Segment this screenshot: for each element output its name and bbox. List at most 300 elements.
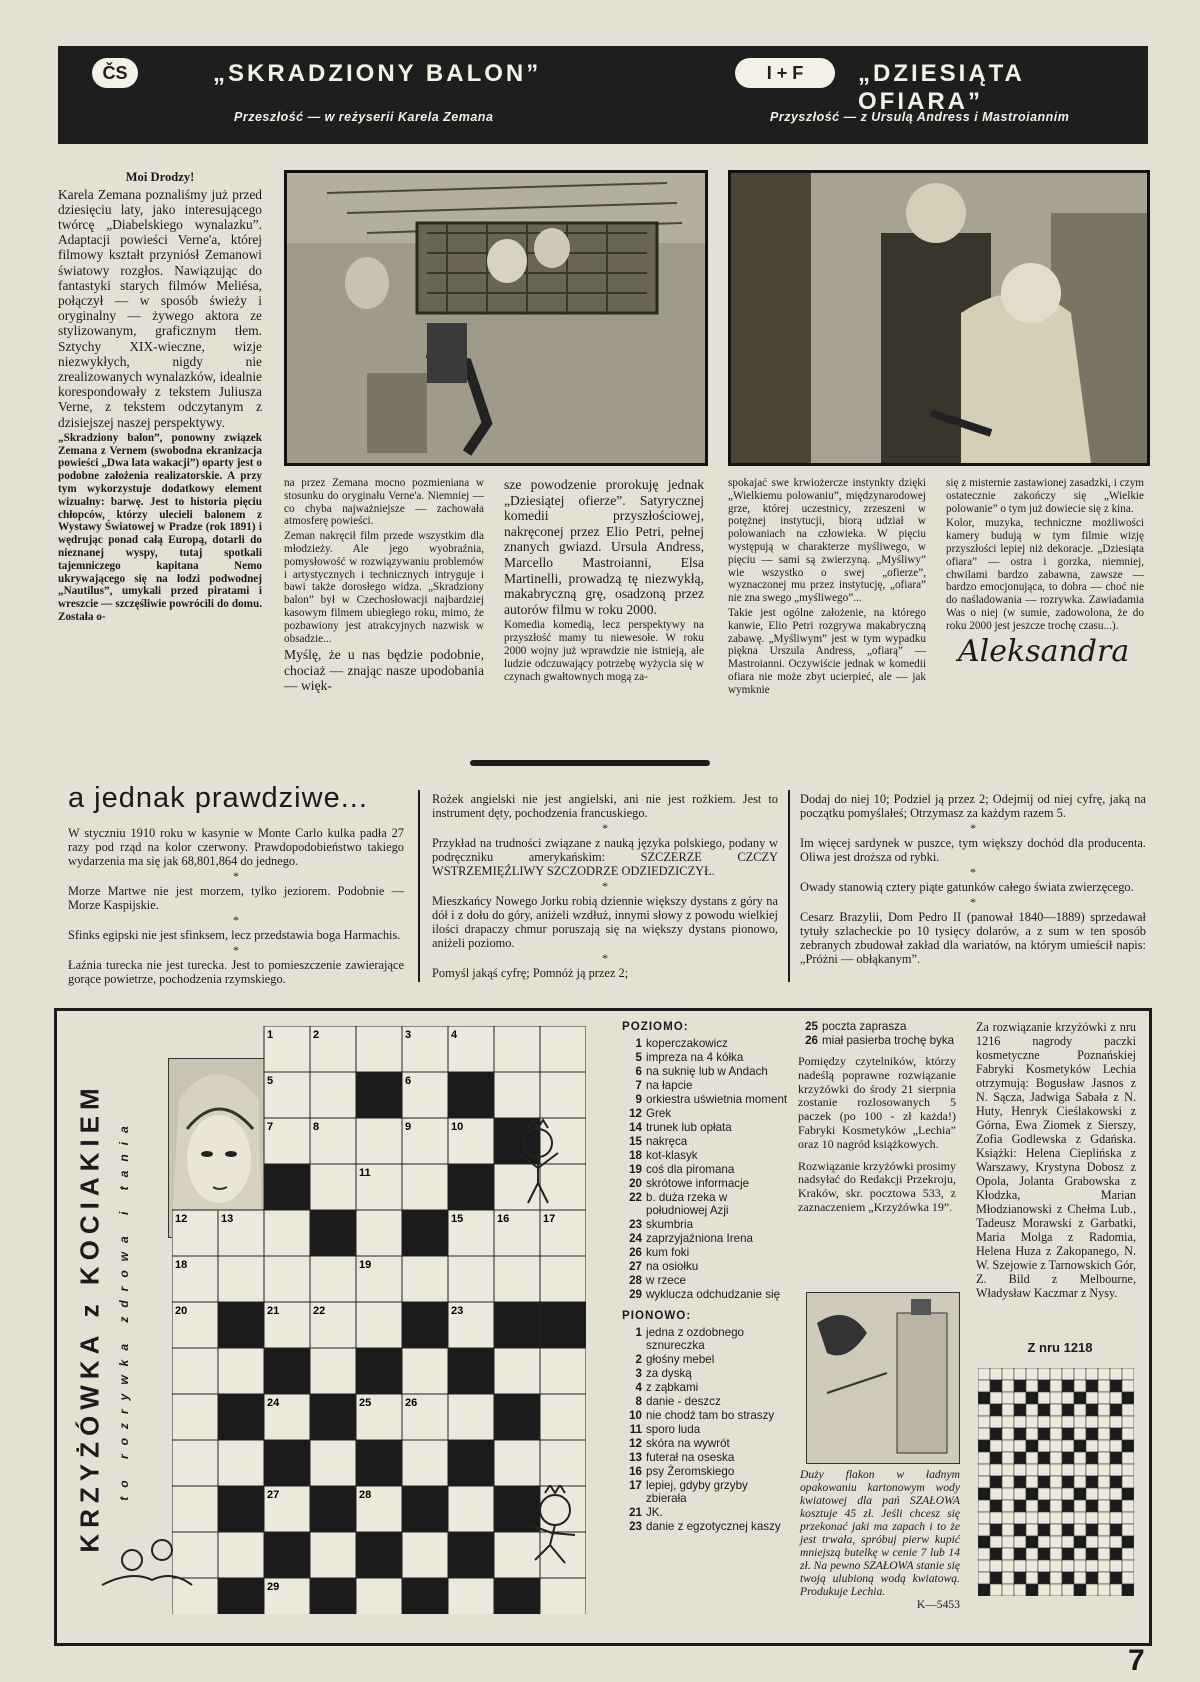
solution-black-cell — [1038, 1572, 1050, 1584]
clue-text: nie chodź tam bo straszy — [646, 1409, 775, 1422]
clue-text: skóra na wywrót — [646, 1437, 730, 1450]
crossword-cell[interactable] — [310, 1164, 356, 1210]
solution-cell — [1050, 1548, 1062, 1560]
facts-separator — [418, 790, 420, 982]
clue-text: skrótowe informacje — [646, 1177, 750, 1190]
solution-cell — [1086, 1536, 1098, 1548]
crossword-cell[interactable] — [448, 1394, 494, 1440]
solution-cell — [1002, 1512, 1014, 1524]
solution-cell — [1086, 1392, 1098, 1404]
article-column-1 — [58, 170, 262, 626]
solution-cell — [1062, 1416, 1074, 1428]
solution-black-cell — [990, 1476, 1002, 1488]
facts-title: a jednak prawdziwe... — [68, 782, 368, 814]
solution-cell — [1050, 1392, 1062, 1404]
solution-cell — [1050, 1584, 1062, 1596]
crown-figure-drawing — [508, 1118, 568, 1208]
crossword-cell-number: 20 — [175, 1305, 188, 1317]
solution-cell — [1122, 1524, 1134, 1536]
solution-cell — [990, 1416, 1002, 1428]
solution-cell — [1014, 1488, 1026, 1500]
right-subtitle: Przyszłość — z Ursulą Andress i Mastroiannim — [770, 110, 1070, 124]
crossword-cell[interactable] — [402, 1348, 448, 1394]
article-column-5 — [946, 477, 1144, 669]
solution-black-cell — [1062, 1452, 1074, 1464]
clue-number: 13 — [629, 1451, 642, 1464]
crossword-black-cell — [448, 1440, 494, 1486]
solution-cell — [1122, 1476, 1134, 1488]
clue-number: 4 — [635, 1381, 642, 1394]
clue-number: 14 — [629, 1121, 642, 1134]
crossword-cell-number: 27 — [267, 1489, 280, 1501]
solution-black-cell — [1074, 1392, 1086, 1404]
crossword-cell[interactable] — [356, 1026, 402, 1072]
solution-black-cell — [1086, 1380, 1098, 1392]
clue-item — [622, 1163, 788, 1176]
clue-item — [622, 1177, 788, 1190]
article-paragraph: Myślę, że u nas będzie podobnie, chociaż — znając nasze upodobania — więk- — [284, 647, 484, 694]
cs-logo: ČS — [92, 58, 138, 88]
clue-number: 25 — [805, 1020, 818, 1033]
clue-text: impreza na 4 kółka — [646, 1051, 744, 1064]
clue-item — [622, 1149, 788, 1162]
solution-black-cell — [1062, 1476, 1074, 1488]
solution-cell — [1062, 1440, 1074, 1452]
crossword-cell-number: 3 — [405, 1029, 412, 1041]
solution-cell — [1062, 1560, 1074, 1572]
poziomo-list — [622, 1037, 788, 1301]
poziomo-title: POZIOMO: — [622, 1020, 689, 1033]
solution-cell — [1002, 1380, 1014, 1392]
fact: Pomyśl jakąś cyfrę; Pomnóż ją przez 2; — [432, 966, 629, 980]
solution-cell — [1122, 1512, 1134, 1524]
solution-black-cell — [1122, 1536, 1134, 1548]
vertical-subtitle-text: to rozrywka zdrowa i tania — [117, 1117, 131, 1501]
article-column-4 — [728, 477, 926, 699]
left-title: „SKRADZIONY BALON” — [213, 60, 542, 87]
solution-black-cell — [1086, 1404, 1098, 1416]
solution-cell — [1122, 1500, 1134, 1512]
clue-item — [622, 1260, 788, 1273]
crossword-cell-number: 6 — [405, 1075, 412, 1087]
clue-item — [622, 1218, 788, 1231]
crossword-black-cell — [356, 1532, 402, 1578]
crossword-cell[interactable] — [356, 1578, 402, 1614]
perfume-ad-text — [800, 1468, 960, 1611]
article-paragraph: Takie jest ogólne założenie, na którego kanwie, Elio Petri rozgrywa makabryczną zabawę. „Myśliwym” jest w tym wypadku piękna Urszula Andress, „ofiarą” — Mastroianni. Oczywiście jednak w komedii ofiara nie może zbyt ucierpieć, ale — jak wymknie — [728, 606, 926, 696]
if-logo: I + F — [735, 58, 835, 88]
solution-cell — [1098, 1428, 1110, 1440]
solution-cell — [1014, 1560, 1026, 1572]
solution-cell — [1038, 1560, 1050, 1572]
solution-black-cell — [978, 1392, 990, 1404]
clue-number: 26 — [629, 1246, 642, 1259]
solution-cell — [1002, 1428, 1014, 1440]
solution-cell — [1050, 1524, 1062, 1536]
clue-item — [622, 1288, 788, 1301]
solution-cell — [1086, 1368, 1098, 1380]
clue-number: 2 — [635, 1353, 642, 1366]
crossword-cell[interactable] — [172, 1486, 218, 1532]
crossword-cell-number: 19 — [359, 1259, 372, 1271]
clue-text: skumbria — [646, 1218, 694, 1231]
crossword-cell[interactable] — [402, 1256, 448, 1302]
solution-cell — [978, 1464, 990, 1476]
crossword-black-cell — [310, 1578, 356, 1614]
solution-black-cell — [990, 1404, 1002, 1416]
crossword-cell[interactable] — [540, 1394, 586, 1440]
clue-text: za dyską — [646, 1367, 692, 1380]
solution-black-cell — [1038, 1404, 1050, 1416]
solution-cell — [1110, 1488, 1122, 1500]
clue-number: 7 — [635, 1079, 642, 1092]
crossword-black-cell — [494, 1578, 540, 1614]
solution-cell — [1098, 1500, 1110, 1512]
left-subtitle: Przeszłość — w reżyserii Karela Zemana — [234, 110, 494, 124]
solution-cell — [1038, 1368, 1050, 1380]
crossword-black-cell — [264, 1164, 310, 1210]
crossword-cell[interactable] — [540, 1072, 586, 1118]
crossword-cell[interactable] — [494, 1072, 540, 1118]
solution-cell — [1086, 1488, 1098, 1500]
crossword-cell[interactable] — [448, 1578, 494, 1614]
crossword-cell-number: 29 — [267, 1581, 280, 1593]
clue-text: na suknię lub w Andach — [646, 1065, 768, 1078]
solution-black-cell — [1122, 1392, 1134, 1404]
solution-cell — [1062, 1368, 1074, 1380]
crossword-cell[interactable] — [448, 1486, 494, 1532]
solution-cell — [1110, 1392, 1122, 1404]
crossword-cell[interactable] — [356, 1302, 402, 1348]
solution-cell — [978, 1368, 990, 1380]
crossword-cell[interactable] — [402, 1440, 448, 1486]
solution-black-cell — [1062, 1428, 1074, 1440]
perfume-ad-code: K—5453 — [916, 1598, 960, 1611]
solution-cell — [1074, 1464, 1086, 1476]
solution-cell — [978, 1524, 990, 1536]
clue-text: psy Żeromskiego — [646, 1465, 735, 1478]
clue-number: 10 — [629, 1409, 642, 1422]
solution-black-cell — [1110, 1500, 1122, 1512]
crossword-cell[interactable] — [540, 1440, 586, 1486]
crossword-cell-number: 17 — [543, 1213, 556, 1225]
solution-black-cell — [1038, 1428, 1050, 1440]
solution-black-cell — [1086, 1452, 1098, 1464]
crossword-cell[interactable] — [310, 1348, 356, 1394]
solution-black-cell — [990, 1428, 1002, 1440]
crossword-cell-number: 13 — [221, 1213, 234, 1225]
clue-item — [798, 1034, 956, 1047]
solution-cell — [1002, 1560, 1014, 1572]
crossword-cell[interactable] — [356, 1118, 402, 1164]
solution-cell — [1050, 1536, 1062, 1548]
solution-cell — [1002, 1368, 1014, 1380]
solution-cell — [1074, 1416, 1086, 1428]
solution-cell — [978, 1476, 990, 1488]
clue-item — [622, 1135, 788, 1148]
crossword-cell[interactable] — [494, 1256, 540, 1302]
crossword-black-cell — [494, 1302, 540, 1348]
crossword-cell-number: 2 — [313, 1029, 320, 1041]
clue-item — [622, 1037, 788, 1050]
crossword-cell-number: 23 — [451, 1305, 464, 1317]
clue-text: poczta zaprasza — [822, 1020, 907, 1033]
solution-cell — [1110, 1464, 1122, 1476]
solution-black-cell — [1026, 1440, 1038, 1452]
solution-black-cell — [1086, 1548, 1098, 1560]
clue-item — [622, 1479, 788, 1505]
solution-cell — [978, 1512, 990, 1524]
solution-cell — [1098, 1536, 1110, 1548]
fact: Owady stanowią cztery piąte gatunków całego świata zwierzęcego. — [800, 880, 1134, 894]
solution-cell — [978, 1572, 990, 1584]
solution-black-cell — [1062, 1404, 1074, 1416]
solution-cell — [990, 1392, 1002, 1404]
solution-black-cell — [1074, 1584, 1086, 1596]
solution-cell — [978, 1404, 990, 1416]
clue-item — [622, 1520, 788, 1533]
article-column-2 — [284, 477, 484, 696]
crossword-black-cell — [264, 1440, 310, 1486]
clue-number: 24 — [629, 1232, 642, 1245]
crossword-black-cell — [402, 1578, 448, 1614]
solution-black-cell — [1086, 1428, 1098, 1440]
crossword-cell[interactable] — [494, 1026, 540, 1072]
clue-number: 15 — [629, 1135, 642, 1148]
solution-black-cell — [990, 1380, 1002, 1392]
article-paragraph: na przez Zemana mocno pozmieniana w stosunku do oryginału Verne'a. Niemniej — co chyba najważniejsze — zachowała atmosferę powieści. — [284, 477, 484, 528]
solution-cell — [1110, 1560, 1122, 1572]
solution-cell — [1038, 1440, 1050, 1452]
solution-black-cell — [1122, 1584, 1134, 1596]
clue-text: b. duża rzeka w południowej Azji — [646, 1191, 729, 1217]
solution-cell — [1062, 1536, 1074, 1548]
solution-cell — [1062, 1464, 1074, 1476]
solution-cell — [1110, 1440, 1122, 1452]
crossword-cell[interactable] — [310, 1532, 356, 1578]
solution-cell — [978, 1452, 990, 1464]
solution-black-cell — [1026, 1584, 1038, 1596]
balloon-photo — [284, 170, 708, 466]
crossword-cell[interactable] — [172, 1348, 218, 1394]
solution-cell — [1074, 1572, 1086, 1584]
solution-cell — [1014, 1416, 1026, 1428]
clue-item — [622, 1451, 788, 1464]
solution-black-cell — [1014, 1524, 1026, 1536]
solution-cell — [1098, 1464, 1110, 1476]
solution-cell — [1074, 1452, 1086, 1464]
solution-cell — [1074, 1512, 1086, 1524]
solution-cell — [1026, 1416, 1038, 1428]
clue-item — [622, 1274, 788, 1287]
header-band — [58, 46, 1148, 144]
solution-cell — [1026, 1464, 1038, 1476]
fact: Morze Martwe nie jest morzem, tylko jeziorem. Podobnie — Morze Kaspijskie. — [68, 884, 404, 912]
crossword-cell[interactable] — [540, 1256, 586, 1302]
clue-item — [622, 1326, 788, 1352]
solution-cell — [978, 1560, 990, 1572]
crossword-cell-number: 9 — [405, 1121, 412, 1133]
crossword-cell-number: 10 — [451, 1121, 464, 1133]
clue-number: 16 — [629, 1465, 642, 1478]
solution-black-cell — [990, 1500, 1002, 1512]
solution-cell — [1002, 1440, 1014, 1452]
clue-number: 28 — [629, 1274, 642, 1287]
article-paragraph: sze powodzenie prorokuję jednak „Dziesiątej ofierze”. Satyrycznej komedii przyszłościowej, nakręconej przez Elio Petri, pełnej znanych gwiazd. Ursula Andress, Marcello Mastroianni, Elsa Martinelli, prowadzą tę niezwykłą, makabryczną grę, osadzoną przez autorów filmu w roku 2000. — [504, 477, 704, 617]
solution-cell — [1038, 1488, 1050, 1500]
crossword-black-cell — [356, 1072, 402, 1118]
solution-cell — [1110, 1584, 1122, 1596]
solution-cell — [1002, 1476, 1014, 1488]
crossword-cell[interactable] — [310, 1256, 356, 1302]
solution-cell — [1098, 1416, 1110, 1428]
crossword-cell[interactable] — [264, 1210, 310, 1256]
solution-black-cell — [1026, 1536, 1038, 1548]
solution-cell — [1038, 1584, 1050, 1596]
crossword-cell[interactable] — [494, 1348, 540, 1394]
solution-black-cell — [1086, 1524, 1098, 1536]
crossword-black-cell — [218, 1302, 264, 1348]
crossword-black-cell — [356, 1440, 402, 1486]
solution-black-cell — [1110, 1548, 1122, 1560]
solution-cell — [1026, 1548, 1038, 1560]
solution-black-cell — [1038, 1524, 1050, 1536]
solution-black-cell — [990, 1548, 1002, 1560]
crossword-cell[interactable] — [402, 1532, 448, 1578]
crossword-cell[interactable] — [540, 1578, 586, 1614]
crossword-cell-number: 8 — [313, 1121, 320, 1133]
clue-text: danie z egzotycznej kaszy — [646, 1520, 781, 1533]
solution-cell — [1074, 1560, 1086, 1572]
solution-cell — [1098, 1572, 1110, 1584]
clue-item — [622, 1437, 788, 1450]
clue-text: na osiołku — [646, 1260, 699, 1273]
facts-column-3: Dodaj do niej 10; Podziel ją przez 2; Odejmij od niej cyfrę, jaką na początku pomyślałeś; Otrzymasz za każdym razem 5. * Im więcej sardynek w puszce, tym większy dochód dla producenta. Oliwa jest droższa od rybki. * Owady stanowią cztery piąte gatunków całego świata zwierzęcego. * Cesarz Brazylii, Dom Pedro II (panował 1840—1889) sprzedawał tytuły szlacheckie po 10 tysięcy dolarów, a z sum w ten sposób zebranych zbudował zakład dla wariatów, na którym umieścił napis: „Próżni — obłąkanym”. — [800, 792, 1146, 966]
solution-cell — [990, 1512, 1002, 1524]
solution-cell — [1110, 1368, 1122, 1380]
solution-black-cell — [1014, 1500, 1026, 1512]
crossword-black-cell — [218, 1394, 264, 1440]
crossword-cell[interactable] — [218, 1532, 264, 1578]
crossword-cell[interactable] — [218, 1348, 264, 1394]
clue-text: Grek — [646, 1107, 672, 1120]
clue-item — [622, 1465, 788, 1478]
solution-cell — [1062, 1488, 1074, 1500]
crossword-cell-number: 24 — [267, 1397, 280, 1409]
solution-cell — [1110, 1536, 1122, 1548]
clue-item — [622, 1381, 788, 1394]
solution-cell — [1014, 1440, 1026, 1452]
crossword-cell[interactable] — [172, 1394, 218, 1440]
clue-text: na łapcie — [646, 1079, 693, 1092]
crossword-cell-number: 12 — [175, 1213, 188, 1225]
solution-cell — [1074, 1476, 1086, 1488]
solution-black-cell — [990, 1524, 1002, 1536]
crossword-cell[interactable] — [448, 1256, 494, 1302]
crossword-cell[interactable] — [540, 1348, 586, 1394]
solution-cell — [1050, 1404, 1062, 1416]
solution-black-cell — [1062, 1500, 1074, 1512]
crossword-cell[interactable] — [218, 1440, 264, 1486]
solution-cell — [990, 1440, 1002, 1452]
solution-cell — [1122, 1548, 1134, 1560]
solution-cell — [1050, 1452, 1062, 1464]
solution-cell — [1086, 1464, 1098, 1476]
solution-black-cell — [1074, 1488, 1086, 1500]
clues-poziomo — [622, 1020, 788, 1534]
crossword-black-cell — [448, 1072, 494, 1118]
solution-cell — [1086, 1560, 1098, 1572]
solution-black-cell — [1122, 1488, 1134, 1500]
crossword-cell-number: 28 — [359, 1489, 372, 1501]
cats-drawing — [92, 1530, 202, 1600]
clue-number: 21 — [629, 1506, 642, 1519]
solution-cell — [1026, 1512, 1038, 1524]
crossword-cell[interactable] — [540, 1026, 586, 1072]
clue-text: futerał na oseska — [646, 1451, 735, 1464]
solution-black-cell — [1086, 1476, 1098, 1488]
solution-cell — [1098, 1404, 1110, 1416]
crossword-cell[interactable] — [310, 1072, 356, 1118]
solution-black-cell — [1074, 1536, 1086, 1548]
crossword-cell[interactable] — [218, 1256, 264, 1302]
solution-cell — [1002, 1416, 1014, 1428]
pionowo-list — [622, 1326, 788, 1533]
crossword-cell-number: 4 — [451, 1029, 458, 1041]
crossword-cell[interactable] — [356, 1210, 402, 1256]
solution-cell — [1026, 1368, 1038, 1380]
solution-cell — [1026, 1500, 1038, 1512]
solution-cell — [1026, 1572, 1038, 1584]
solution-black-cell — [978, 1488, 990, 1500]
solution-black-cell — [1062, 1548, 1074, 1560]
solution-cell — [1050, 1380, 1062, 1392]
solution-cell — [1014, 1368, 1026, 1380]
crossword-cell[interactable] — [310, 1440, 356, 1486]
crossword-black-cell — [402, 1486, 448, 1532]
solution-cell — [978, 1428, 990, 1440]
crossword-vertical-title — [70, 1034, 131, 1614]
clue-number: 17 — [629, 1479, 642, 1492]
crossword-cell-number: 7 — [267, 1121, 274, 1133]
solution-cell — [1002, 1548, 1014, 1560]
crossword-cell[interactable] — [172, 1440, 218, 1486]
crossword-black-cell — [448, 1532, 494, 1578]
fact: Mieszkańcy Nowego Jorku robią dziennie większy dystans z góry na dół i z dołu do góry, aniżeli wzdłuż, innymi słowy z powodu wielkiej ilości drapaczy chmur poruszają się na większy dystans pionowo, aniżeli poziomo. — [432, 894, 778, 950]
crossword-black-cell — [402, 1210, 448, 1256]
solution-cell — [1086, 1512, 1098, 1524]
solution-cell — [990, 1488, 1002, 1500]
article-paragraph: Kolor, muzyka, techniczne możliwości kamery budują w tym filmie wizję przyszłości lepiej niż dekoracje. „Dziesiąta ofiara” — ostra i gorzka, niemniej, chwilami bardzo zabawna, zawsze — bardzo emocjonująca, to dobra — choć nie do naśladowania — rozrywka. Zawiadamia Was o niej (w sumie, zadowolona, że do roku 2000 jest jeszcze trochę czasu...). — [946, 517, 1144, 632]
solution-cell — [1050, 1416, 1062, 1428]
clue-item — [622, 1051, 788, 1064]
solution-cell — [1014, 1512, 1026, 1524]
solution-cell — [1074, 1380, 1086, 1392]
clue-item — [622, 1121, 788, 1134]
solution-cell — [1014, 1536, 1026, 1548]
facts-column-2: Rożek angielski nie jest angielski, ani nie jest rożkiem. Jest to instrument dęty, pochodzenia francuskiego. * Przykład na trudności związane z nauką języka polskiego, podany w podręczniku amerykańskim: SZCZERZE CZCZY WSTRZEMIĘŹLIWY SZCZODRZE ODZIEDZICZYŁ. * Mieszkańcy Nowego Jorku robią dziennie większy dystans z góry na dół i z dołu do góry, aniżeli wzdłuż, innymi słowy z powodu wielkiej ilości drapaczy chmur poruszają się na większy dystans pionowo, aniżeli poziomo. * Pomyśl jakąś cyfrę; Pomnóż ją przez 2; — [432, 792, 778, 980]
crossword-cell[interactable] — [494, 1440, 540, 1486]
crossword-cell[interactable] — [264, 1256, 310, 1302]
solution-cell — [1098, 1368, 1110, 1380]
article-paragraph: się z misternie zastawionej zasadzki, i czym ostatecznie zakończy się „Wielkie polowanie” o tym już dowiecie się z kina. — [946, 477, 1144, 515]
solution-black-cell — [1110, 1452, 1122, 1464]
solution-cell — [978, 1380, 990, 1392]
solution-cell — [990, 1560, 1002, 1572]
solution-cell — [1002, 1524, 1014, 1536]
crossword-cell[interactable] — [402, 1164, 448, 1210]
solution-black-cell — [1038, 1452, 1050, 1464]
